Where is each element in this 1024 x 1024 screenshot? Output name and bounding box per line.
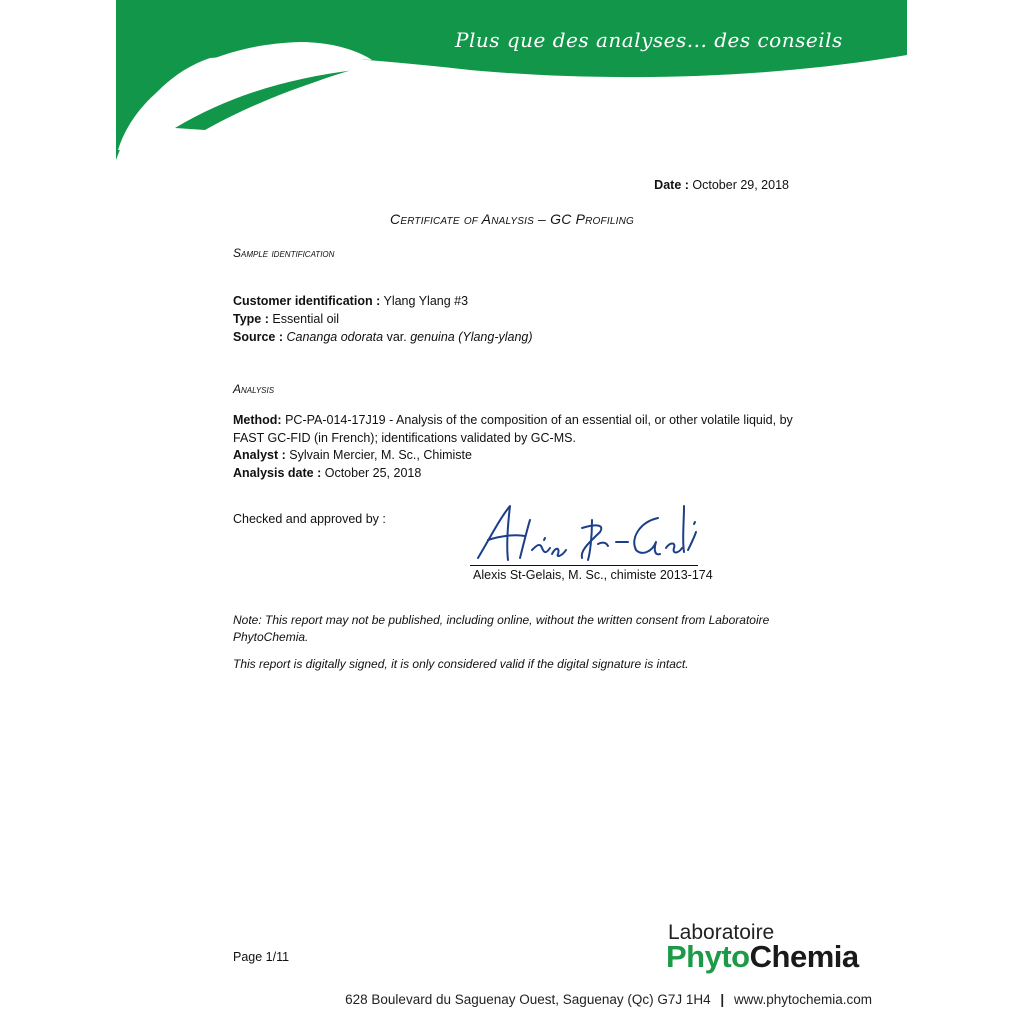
approval-label: Checked and approved by : [233,512,386,526]
page-number: Page 1/11 [233,950,290,964]
publication-note: Note: This report may not be published, including online, without the written consent from Laboratoire PhytoChemia. [233,613,770,644]
logo-laboratoire: Laboratoire [668,921,775,944]
customer-label: Customer identification : [233,294,381,308]
logo-chemia: Chemia [749,939,859,974]
header-banner [0,0,1024,170]
logo-phyto: Phyto [666,939,750,974]
customer-value: Ylang Ylang #3 [383,294,469,308]
analyst [233,448,472,462]
analysis-heading: Analysis [233,382,275,396]
signature-line [470,565,698,566]
type-value: Essential oil [272,312,340,326]
report-date [654,178,789,192]
digital-signature-note: This report is digitally signed, it is only considered valid if the digital signature is intact. [233,657,689,671]
sample-type [233,312,339,326]
type-label: Type : [233,312,269,326]
analysis-date-label: Analysis date : [233,466,322,480]
footer-website[interactable]: www.phytochemia.com [733,992,872,1007]
header-tagline: Plus que des analyses... des conseils [455,28,843,52]
footer-address: 628 Boulevard du Saguenay Ouest, Saguenay (Qc) G7J 1H4 [345,992,711,1007]
date-label: Date : [654,178,689,192]
logo-phytochemia [666,939,859,975]
sample-heading: Sample identification [233,246,335,260]
analyst-value: Sylvain Mercier, M. Sc., Chimiste [289,448,472,462]
analysis-date-value: October 25, 2018 [324,466,422,480]
method-label: Method: [233,413,282,427]
method-value: PC-PA-014-17J19 - Analysis of the composition of an essential oil, or other volatile liquid, by FAST GC-FID (in French); identifications validated by GC-MS. [233,413,793,445]
handwritten-signature [470,498,710,570]
analyst-label: Analyst : [233,448,286,462]
analysis-date [233,466,421,480]
analysis-method [233,411,793,447]
source-variety: genuina (Ylang-ylang) [410,330,533,344]
source-species: Cananga odorata [286,330,384,344]
source-var: var. [386,330,407,344]
signatory-name: Alexis St-Gelais, M. Sc., chimiste 2013-174 [473,568,713,582]
footer-address-line [345,992,872,1007]
sample-source [233,330,533,344]
customer-identification [233,294,468,308]
footer-separator: | [720,992,725,1007]
document-title: Certificate of Analysis – GC Profiling [390,211,634,227]
date-value: October 29, 2018 [692,178,789,192]
source-label: Source : [233,330,284,344]
